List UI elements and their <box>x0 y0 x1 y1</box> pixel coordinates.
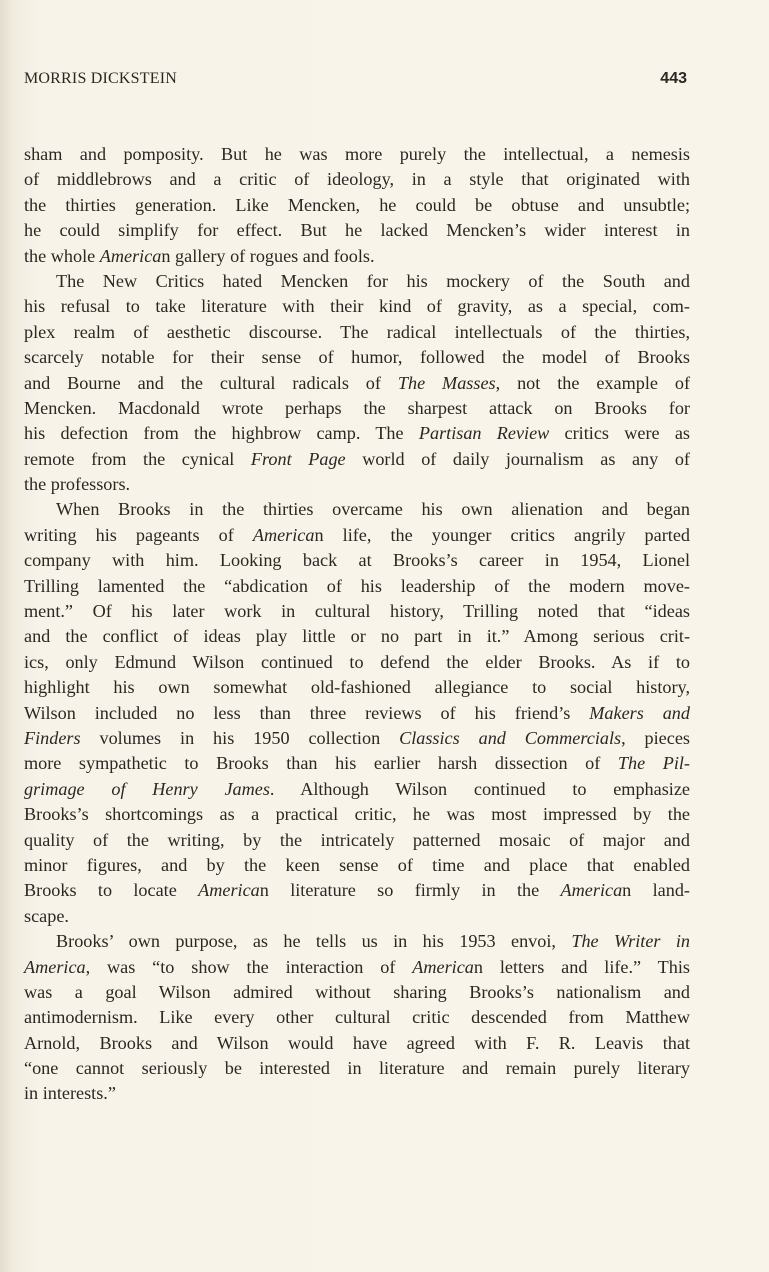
italic-title: America <box>412 956 474 977</box>
running-head <box>24 70 690 94</box>
italic-title: America <box>560 880 623 901</box>
text-line: ment.” Of his later work in cultural history, Trilling noted that “ideas <box>24 601 690 622</box>
text-line: more sympathetic to Brooks than his earlier harsh dissection of The Pil- <box>24 753 690 774</box>
paragraph <box>24 142 690 269</box>
text-line: writing his pageants of American life, the younger critics angrily parted <box>24 524 690 545</box>
text-line: Wilson included no less than three reviews of his friend’s Makers and <box>24 702 690 723</box>
text-line: “one cannot seriously be interested in literature and remain purely literary <box>24 1058 690 1079</box>
text-line: Finders volumes in his 1950 collection Classics and Commercials, pieces <box>24 727 690 748</box>
text-line: the professors. <box>24 474 131 495</box>
text-line: ics, only Edmund Wilson continued to defend the elder Brooks. As if to <box>24 651 690 672</box>
italic-title: The Masses <box>397 372 496 393</box>
text-line: company with him. Looking back at Brooks’s career in 1954, Lionel <box>24 550 690 571</box>
italic-title: Partisan Review <box>418 423 550 444</box>
text-line: the thirties generation. Like Mencken, he could be obtuse and unsubtle; <box>24 194 690 215</box>
text-line: Brooks’ own purpose, as he tells us in his 1953 envoi, The Writer in <box>56 931 690 952</box>
italic-title: Front Page <box>250 448 346 469</box>
text-line: remote from the cynical Front Page world of daily journalism as any of <box>24 448 690 469</box>
text-line: scarcely notable for their sense of humor, followed the model of Brooks <box>24 347 690 368</box>
text-line: When Brooks in the thirties overcame his own alienation and began <box>56 499 690 520</box>
text-line: plex realm of aesthetic discourse. The radical intellectuals of the thirties, <box>24 321 690 342</box>
italic-title: Makers and <box>589 702 690 723</box>
text-line: Trilling lamented the “abdication of his leadership of the modern move- <box>24 575 690 596</box>
italic-title: Finders <box>24 727 81 748</box>
text-line: was a goal Wilson admired without sharing Brooks’s nationalism and <box>24 981 690 1002</box>
italic-title: The Writer in <box>571 931 690 952</box>
text-line: quality of the writing, by the intricately patterned mosaic of major and <box>24 829 690 850</box>
italic-title: grimage of Henry James <box>24 778 270 799</box>
text-line: he could simplify for effect. But he lacked Mencken’s wider interest in <box>24 220 690 241</box>
paragraph <box>24 269 690 498</box>
text-line: America, was “to show the interaction of American letters and life.” This <box>24 956 690 977</box>
paragraph <box>24 497 690 929</box>
text-line: sham and pomposity. But he was more purely the intellectual, a nemesis <box>24 144 690 164</box>
text-line: of middlebrows and a critic of ideology, in a style that originated with <box>24 169 690 190</box>
text-line: scape. <box>24 905 69 926</box>
text-line: Brooks to locate American literature so firmly in the American land- <box>24 880 690 901</box>
text-line: Mencken. Macdonald wrote perhaps the sharpest attack on Brooks for <box>24 397 690 418</box>
paragraph <box>24 929 690 1107</box>
italic-title: The Pil- <box>617 753 690 774</box>
text-line: and Bourne and the cultural radicals of The Masses, not the example of <box>24 372 691 393</box>
italic-title: America <box>198 880 260 901</box>
text-line: in interests.” <box>24 1083 116 1104</box>
text-line: the whole American gallery of rogues and fools. <box>24 245 375 266</box>
text-line: antimodernism. Like every other cultural critic descended from Matthew <box>24 1007 690 1028</box>
italic-title: Classics and Commercials <box>399 727 622 748</box>
text-line: Arnold, Brooks and Wilson would have agreed with F. R. Leavis that <box>24 1032 690 1053</box>
text-line: The New Critics hated Mencken for his mockery of the South and <box>56 270 690 291</box>
text-line: and the conflict of ideas play little or no part in it.” Among serious crit- <box>24 626 690 647</box>
body-text <box>24 142 690 1107</box>
text-line: grimage of Henry James. Although Wilson continued to emphasize <box>24 778 690 799</box>
running-head-author: MORRIS DICKSTEIN <box>24 70 177 87</box>
text-line: Brooks’s shortcomings as a practical critic, he was most impressed by the <box>24 804 690 825</box>
italic-title: America <box>24 956 86 977</box>
text-line: minor figures, and by the keen sense of time and place that enabled <box>24 854 690 875</box>
text-line: highlight his own somewhat old-fashioned allegiance to social history, <box>24 677 690 698</box>
page-number: 443 <box>660 70 687 87</box>
text-line: his refusal to take literature with their kind of gravity, as a special, com- <box>24 296 690 317</box>
text-line: his defection from the highbrow camp. The Partisan Review critics were as <box>24 423 690 444</box>
italic-title: America <box>252 524 315 545</box>
italic-title: America <box>99 245 162 266</box>
